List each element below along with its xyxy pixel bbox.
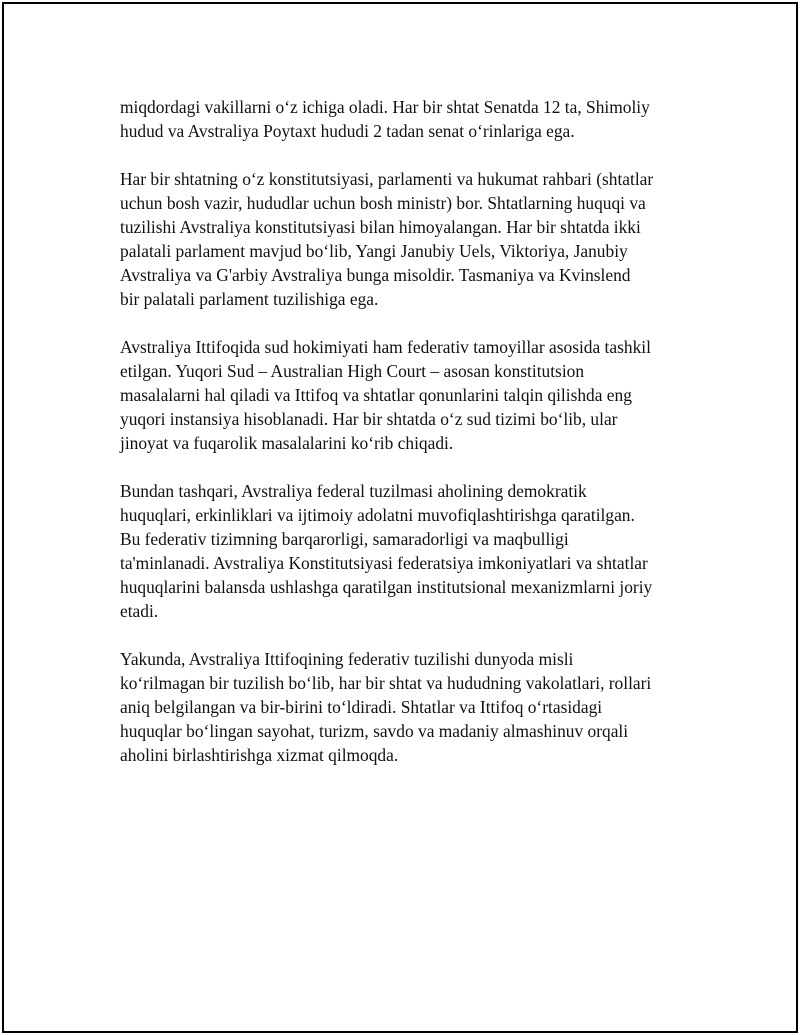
paragraph-3: Avstraliya Ittifoqida sud hokimiyati ham federativ tamoyillar asosida tashkil etilgan. Yuqori Sud – Australian High Court – asosan konstitutsion masalalarni hal qiladi va Ittifoq va shtatlar qonunlarini talqin qilishda eng yuqori instansiya hisoblanadi. Har bir shtatda o‘z sud tizimi bo‘lib, ular jinoyat va fuqarolik masalalarini ko‘rib chiqadi. [120,337,651,453]
paragraph-1: miqdordagi vakillarni o‘z ichiga oladi. Har bir shtat Senatda 12 ta, Shimoliy hudud va Avstraliya Poytaxt hududi 2 tadan senat o‘rinlariga ega. [120,97,650,141]
paragraph-4: Bundan tashqari, Avstraliya federal tuzilmasi aholining demokratik huquqlari, erkinliklari va ijtimoiy adolatni muvofiqlashtirishga qaratilgan. Bu federativ tizimning barqarorligi, samaradorligi va maqbulligi ta'minlanadi. Avstraliya Konstitutsiyasi federatsiya imkoniyatlari va shtatlar huquqlarini balansda ushlashga qaratilgan institutsional mexanizmlarni joriy etadi. [120,481,653,621]
document-page [2,2,798,1033]
document-body [120,95,688,791]
paragraph-2: Har bir shtatning o‘z konstitutsiyasi, parlamenti va hukumat rahbari (shtatlar uchun bosh vazir, hududlar uchun bosh ministr) bor. Shtatlarning huquqi va tuzilishi Avstraliya konstitutsiyasi bilan himoyalangan. Har bir shtatda ikki palatali parlament mavjud bo‘lib, Yangi Janubiy Uels, Viktoriya, Janubiy Avstraliya va G'arbiy Avstraliya bunga misoldir. Tasmaniya va Kvinslend bir palatali parlament tuzilishiga ega. [120,169,654,309]
paragraph-5: Yakunda, Avstraliya Ittifoqining federativ tuzilishi dunyoda misli ko‘rilmagan bir tuzilish bo‘lib, har bir shtat va hududning vakolatlari, rollari aniq belgilangan va bir-birini to‘ldiradi. Shtatlar va Ittifoq o‘rtasidagi huquqlar bo‘lingan sayohat, turizm, savdo va madaniy almashinuv orqali aholini birlashtirishga xizmat qilmoqda. [120,649,652,765]
